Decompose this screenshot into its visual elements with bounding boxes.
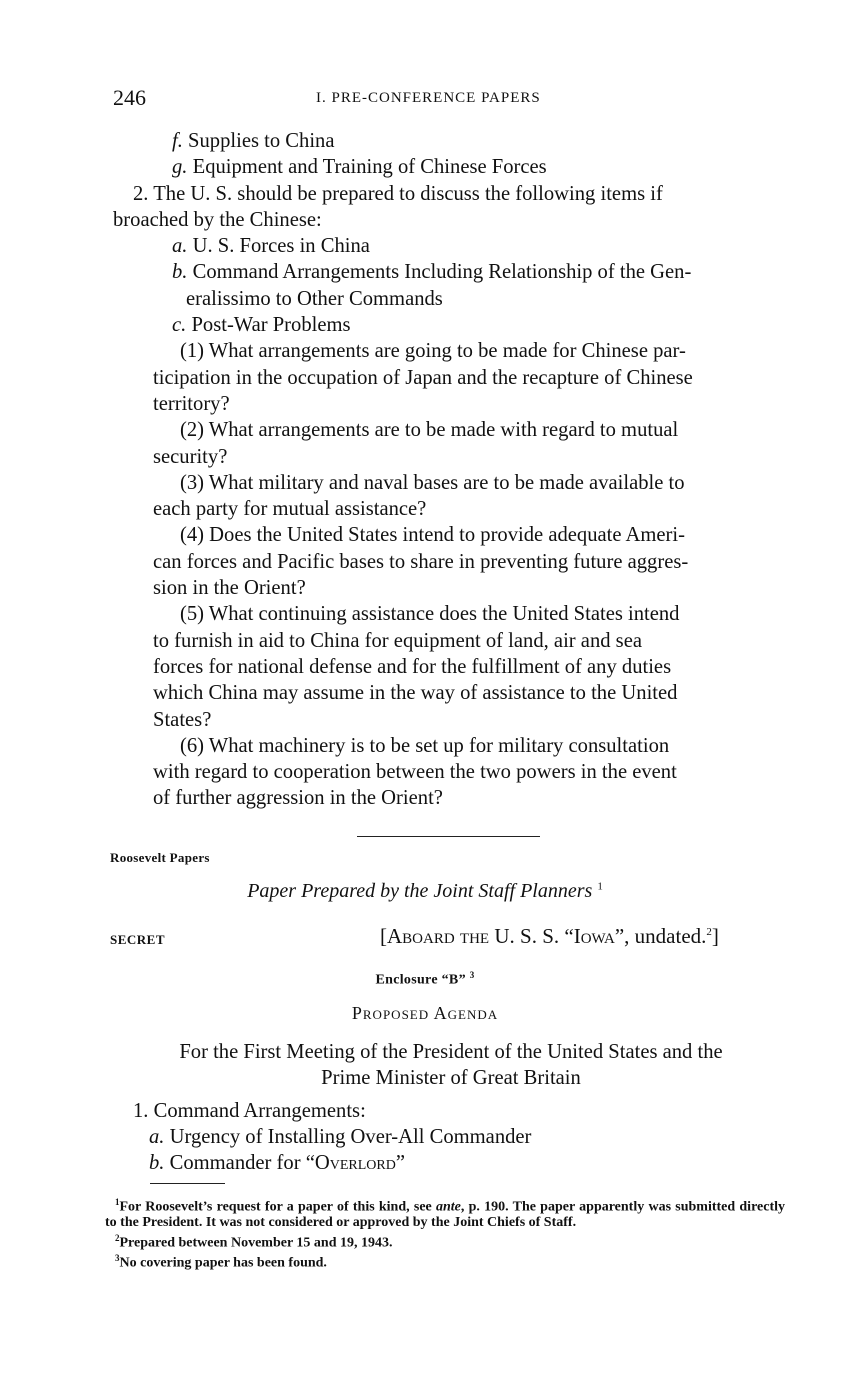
item-label: a. [172, 235, 188, 258]
agenda-body [113, 1039, 789, 1176]
question-line: (3) What military and naval bases are to be made available to [180, 471, 685, 494]
question-line: to furnish in aid to China for equipment of land, air and sea [153, 629, 642, 652]
footnotes [105, 1195, 785, 1271]
list-item-b [113, 259, 789, 285]
footnote-text: For Roosevelt’s request for a paper of this kind, see [119, 1199, 436, 1215]
section-divider [357, 836, 540, 837]
question-line: forces for national defense and for the fulfillment of any duties [153, 655, 672, 678]
footnote-mark: 3 [115, 1252, 120, 1263]
list-item-c [113, 312, 789, 338]
question-line: ticipation in the occupation of Japan and the recapture of Chinese [153, 366, 693, 389]
item-text: Command Arrangements Including Relationship of the Gen- [192, 261, 692, 284]
item-label: g. [172, 156, 188, 179]
footnote-ante: ante [435, 1199, 461, 1215]
list-item-f [113, 128, 789, 154]
item-label: f. [172, 130, 183, 152]
enclosure-text: Enclosure “B” [375, 972, 466, 988]
list-item-b-cont: eralissimo to Other Commands [186, 287, 443, 310]
item-text: Post-War Problems [191, 314, 351, 337]
footnote-1 [105, 1195, 785, 1231]
question-line: each party for mutual assistance? [153, 498, 427, 521]
document-source: Roosevelt Papers [110, 850, 210, 865]
question-2 [113, 417, 789, 470]
item-label: a. [149, 1125, 165, 1148]
item-label: c. [172, 314, 187, 337]
question-4 [113, 522, 789, 601]
enclosure-label [0, 970, 850, 989]
item-text-suffix: ” [395, 1152, 405, 1175]
question-line: security? [153, 445, 228, 468]
question-6 [113, 733, 789, 812]
agenda-item-b [113, 1150, 789, 1176]
footnote-text: Prepared between November 15 and 19, 1943. [119, 1235, 393, 1251]
question-line: (1) What arrangements are going to be made for Chinese par- [180, 340, 686, 363]
item-text: Equipment and Training of Chinese Forces [192, 156, 547, 179]
list-item-g [113, 154, 789, 180]
footnote-3 [105, 1251, 785, 1271]
item-text: Supplies to China [188, 130, 335, 152]
agenda-subtitle-line1: For the First Meeting of the President of the United States and the [179, 1041, 723, 1063]
item-label: b. [149, 1152, 165, 1175]
footnote-mark: 2 [115, 1232, 120, 1243]
footnote-text: No covering paper has been found. [119, 1255, 327, 1271]
footnote-ref-2: 2 [706, 926, 712, 938]
footnote-ref-3: 3 [469, 970, 475, 980]
question-line: territory? [153, 392, 230, 415]
question-1 [113, 338, 789, 417]
list-item-2-line2: broached by the Chinese: [113, 208, 322, 231]
question-line: (6) What machinery is to be set up for military consultation [180, 734, 670, 757]
question-line: States? [153, 708, 212, 731]
item-text: U. S. Forces in China [192, 235, 370, 258]
question-line: (4) Does the United States intend to provide adequate Ameri- [180, 524, 685, 547]
place-undated: ”, undated. [614, 924, 707, 948]
bracket-open: [ [380, 924, 387, 948]
agenda-item-a [113, 1124, 789, 1150]
footnote-ref-1: 1 [597, 880, 603, 893]
item-text: Urgency of Installing Over-All Commander [169, 1125, 532, 1148]
place-date-line [380, 924, 719, 949]
item-text-prefix: Commander for “ [169, 1152, 315, 1175]
list-item-a [113, 233, 789, 259]
agenda-item-1: 1. Command Arrangements: [133, 1099, 366, 1122]
list-item-2-line1: 2. The U. S. should be prepared to discuss the following items if [133, 182, 663, 205]
operation-name: Overlord [314, 1152, 396, 1175]
footnote-text-cont: , p. 190. The paper apparently was submitted directly to the President. It was not considered or approved by the Joint Chiefs of Staff. [105, 1199, 786, 1231]
question-line: (5) What continuing assistance does the United States intend [180, 603, 680, 626]
continued-list [113, 128, 789, 812]
footnote-2 [105, 1231, 785, 1251]
question-line: can forces and Pacific bases to share in preventing future aggres- [153, 550, 689, 573]
place-aboard: Aboard the [387, 924, 490, 948]
page-number: 246 [113, 85, 146, 110]
place-ship: U. S. S. “ [489, 924, 574, 948]
question-line: sion in the Orient? [153, 577, 306, 600]
question-line: which China may assume in the way of assistance to the United [153, 682, 678, 705]
question-line: (2) What arrangements are to be made with regard to mutual [180, 419, 679, 442]
ship-name: Iowa [573, 924, 615, 948]
question-3 [113, 470, 789, 523]
classification-label: SECRET [110, 932, 166, 947]
document-title [0, 880, 850, 903]
footnote-divider [150, 1183, 225, 1184]
document-title-text: Paper Prepared by the Joint Staff Planners [247, 880, 593, 902]
footnote-mark: 1 [115, 1197, 120, 1207]
running-head: I. PRE-CONFERENCE PAPERS [316, 90, 541, 106]
question-line: with regard to cooperation between the two powers in the event [153, 761, 677, 784]
item-label: b. [172, 261, 188, 284]
question-5 [113, 601, 789, 732]
agenda-subtitle-line2: Prime Minister of Great Britain [321, 1067, 581, 1090]
question-line: of further aggression in the Orient? [153, 787, 443, 810]
bracket-close: ] [711, 924, 719, 948]
agenda-title: Proposed Agenda [351, 1003, 499, 1023]
